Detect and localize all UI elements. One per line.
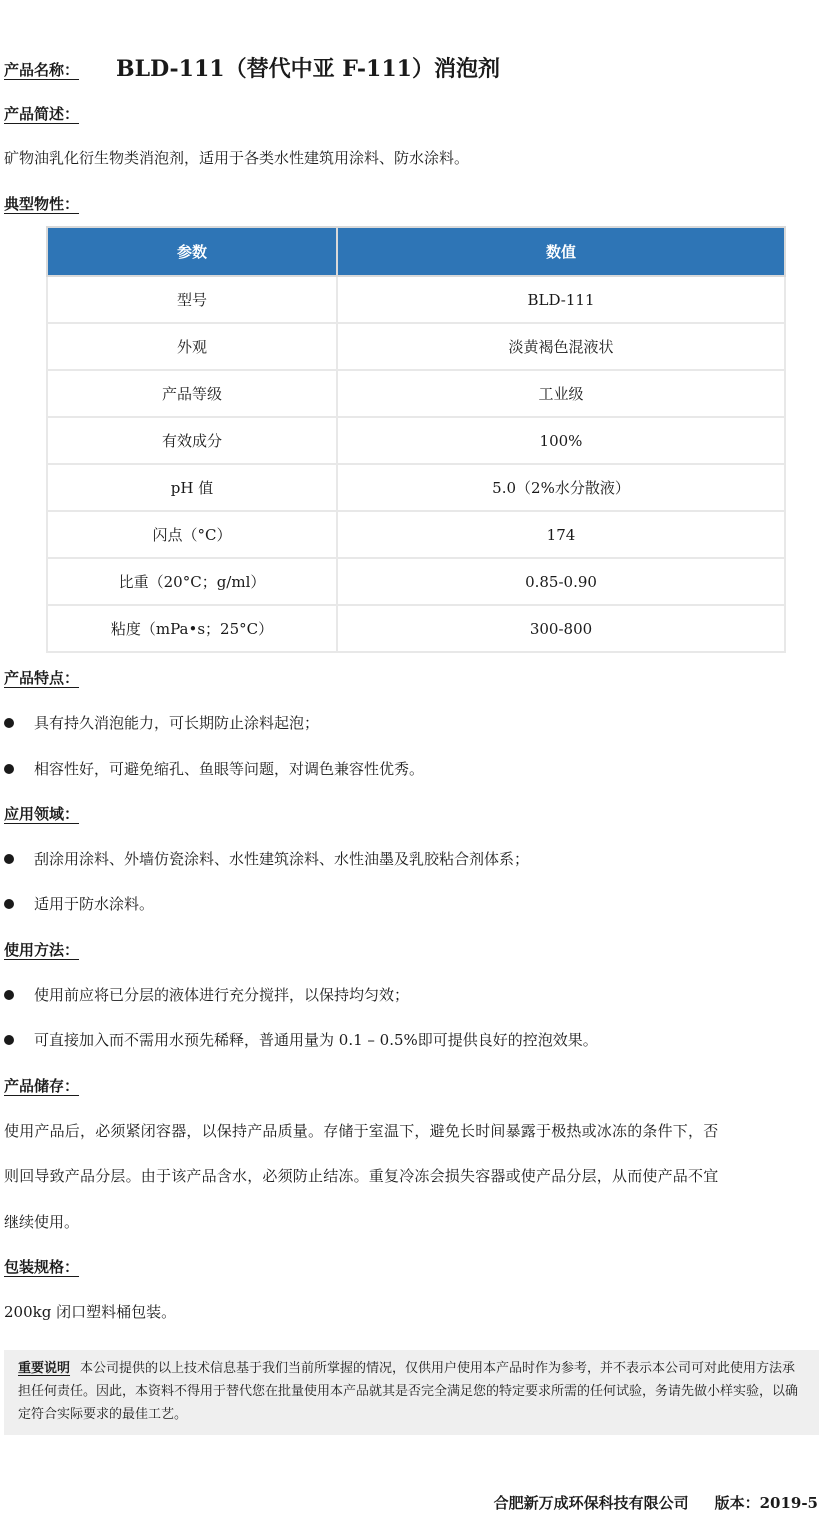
value-cell: 0.85-0.90: [337, 558, 785, 605]
table-row: [47, 558, 785, 605]
value-cell: 淡黄褐色混液状: [337, 323, 785, 370]
param-cell: pH 值: [47, 464, 337, 511]
table-row: [47, 464, 785, 511]
value-cell: 5.0（2%水分散液）: [337, 464, 785, 511]
bullet-icon: [4, 718, 14, 728]
param-cell: 比重（20°C；g/ml）: [47, 558, 337, 605]
table-header-row: [47, 227, 785, 276]
description-heading: 产品简述：: [4, 105, 80, 123]
description-text: 矿物油乳化衍生物类消泡剂，适用于各类水性建筑用涂料、防水涂料。: [4, 149, 470, 167]
bullet-icon: [4, 764, 14, 774]
table-row: [47, 417, 785, 464]
value-cell: BLD-111: [337, 276, 785, 323]
applications-heading: 应用领域：: [4, 805, 80, 823]
product-name: BLD-111（替代中亚 F-111）消泡剂: [116, 56, 500, 82]
bullet-icon: [4, 899, 14, 909]
important-notice: [4, 1350, 819, 1435]
table-row: [47, 370, 785, 417]
bullet-icon: [4, 1035, 14, 1045]
table-row: [47, 511, 785, 558]
table-row: [47, 323, 785, 370]
list-item: 使用前应将已分层的液体进行充分搅拌，以保持均匀效；: [4, 985, 409, 1005]
storage-line: 继续使用。: [4, 1213, 80, 1231]
features-heading: 产品特点：: [4, 669, 80, 687]
properties-heading: 典型物性：: [4, 195, 80, 213]
value-cell: 100%: [337, 417, 785, 464]
version: 版本：2019-5: [714, 1494, 818, 1512]
table-row: [47, 605, 785, 652]
list-item: 刮涂用涂料、外墙仿瓷涂料、水性建筑涂料、水性油墨及乳胶粘合剂体系；: [4, 849, 529, 869]
storage-line: 使用产品后，必须紧闭容器，以保持产品质量。存储于室温下，避免长时间暴露于极热或冰冻的条件下，否: [4, 1122, 719, 1140]
value-cell: 300-800: [337, 605, 785, 652]
list-item: 适用于防水涂料。: [4, 894, 154, 914]
param-cell: 外观: [47, 323, 337, 370]
usage-heading: 使用方法：: [4, 941, 80, 959]
notice-label: 重要说明: [18, 1361, 71, 1376]
bullet-icon: [4, 990, 14, 1000]
packaging-text: 200kg 闭口塑料桶包装。: [4, 1303, 177, 1321]
param-cell: 型号: [47, 276, 337, 323]
column-header-param: 参数: [47, 227, 337, 276]
column-header-value: 数值: [337, 227, 785, 276]
list-item: 可直接加入而不需用水预先稀释，普通用量为 0.1 – 0.5%即可提供良好的控泡效果。: [4, 1030, 598, 1050]
param-cell: 有效成分: [47, 417, 337, 464]
list-item: 具有持久消泡能力，可长期防止涂料起泡；: [4, 713, 319, 733]
value-cell: 174: [337, 511, 785, 558]
value-cell: 工业级: [337, 370, 785, 417]
notice-text: 本公司提供的以上技术信息基于我们当前所掌握的情况，仅供用户使用本产品时作为参考，并不表示本公司可对此使用方法承担任何责任。因此，本资料不得用于替代您在批量使用本产品就其是否完全满足您的特定要求所需的任何试验，务请先做小样实验，以确定符合实际要求的最佳工艺。: [18, 1361, 799, 1422]
product-name-label: 产品名称：: [4, 61, 80, 79]
list-item: 相容性好，可避免缩孔、鱼眼等问题，对调色兼容性优秀。: [4, 759, 424, 779]
packaging-heading: 包装规格：: [4, 1258, 80, 1276]
footer: [494, 1492, 818, 1513]
storage-heading: 产品储存：: [4, 1077, 80, 1095]
table-row: [47, 276, 785, 323]
storage-line: 则回导致产品分层。由于该产品含水，必须防止结冻。重复冷冻会损失容器或使产品分层，从而使产品不宜: [4, 1167, 719, 1185]
properties-table: [46, 226, 786, 653]
param-cell: 粘度（mPa•s；25°C）: [47, 605, 337, 652]
param-cell: 产品等级: [47, 370, 337, 417]
bullet-icon: [4, 854, 14, 864]
param-cell: 闪点（°C）: [47, 511, 337, 558]
company-name: 合肥新万成环保科技有限公司: [493, 1494, 689, 1512]
